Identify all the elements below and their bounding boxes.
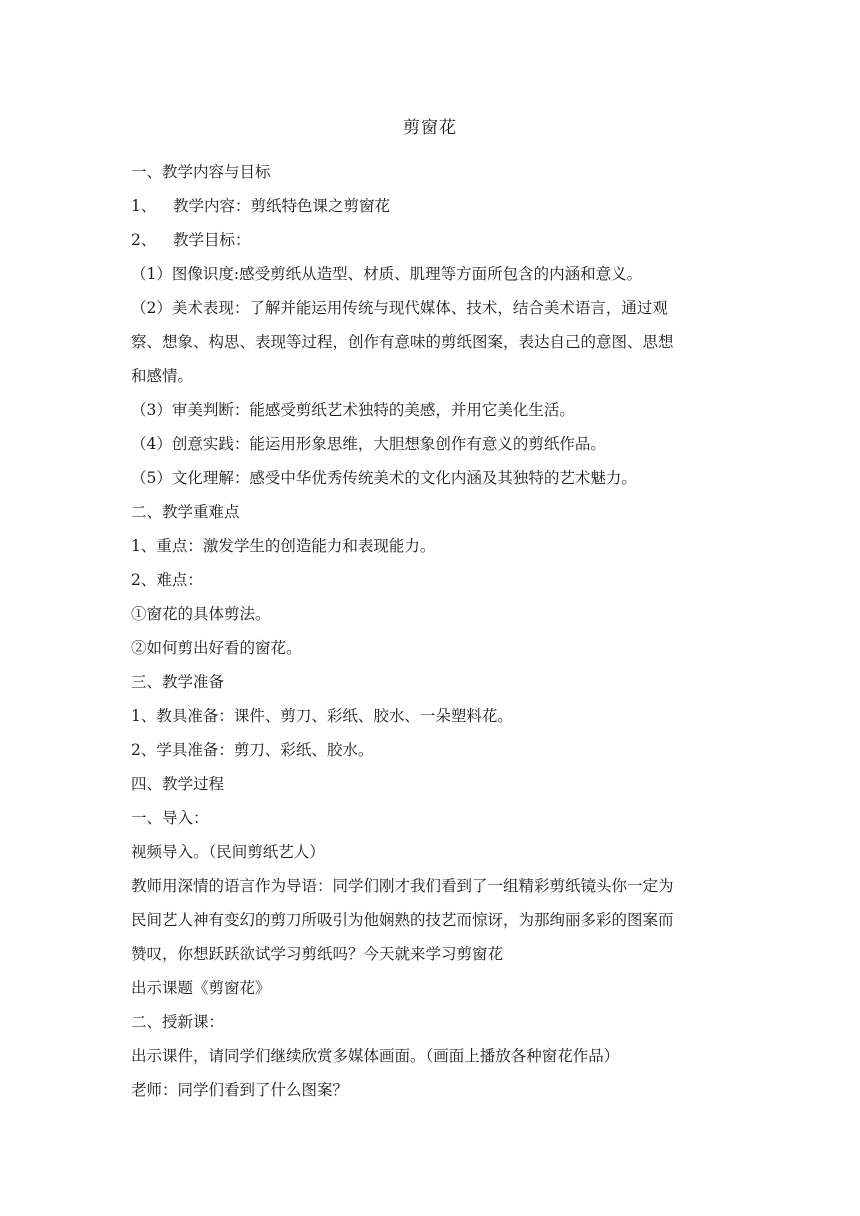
teacher-intro-line-1: 教师用深情的语言作为导语：同学们刚才我们看到了一组精彩剪纸镜头你一定为 bbox=[131, 877, 674, 895]
item-number: 2、 bbox=[131, 231, 157, 249]
section-heading-process: 四、教学过程 bbox=[131, 775, 225, 793]
section-heading-content-goals: 一、教学内容与目标 bbox=[131, 163, 271, 181]
goal-aesthetic-judgment: （3）审美判断：能感受剪纸艺术独特的美感，并用它美化生活。 bbox=[131, 401, 575, 419]
goal-image-recognition: （1）图像识度:感受剪纸从造型、材质、肌理等方面所包含的内涵和意义。 bbox=[131, 265, 643, 283]
teaching-goals-text: 教学目标： bbox=[173, 231, 251, 249]
teacher-intro-line-3: 赞叹，你想跃跃欲试学习剪纸吗？今天就来学习剪窗花 bbox=[131, 945, 504, 963]
teacher-preparation: 1、教具准备：课件、剪刀、彩纸、胶水、一朵塑料花。 bbox=[131, 707, 513, 725]
goal-creative-practice: （4）创意实践：能运用形象思维，大胆想象创作有意义的剪纸作品。 bbox=[131, 435, 606, 453]
teacher-intro-line-2: 民间艺人神有变幻的剪刀所吸引为他娴熟的技艺而惊讶，为那绚丽多彩的图案而 bbox=[131, 911, 674, 929]
goal-art-expression-line-3: 和感情。 bbox=[131, 367, 194, 385]
teaching-content-text: 教学内容：剪纸特色课之剪窗花 bbox=[173, 197, 391, 215]
item-number: 1、 bbox=[131, 197, 157, 215]
document-title: 剪窗花 bbox=[403, 118, 457, 138]
key-point: 1、重点：激发学生的创造能力和表现能力。 bbox=[131, 537, 436, 555]
goal-art-expression-line-1: （2）美术表现：了解并能运用传统与现代媒体、技术，结合美术语言，通过观 bbox=[131, 299, 668, 317]
goal-cultural-understanding: （5）文化理解：感受中华优秀传统美术的文化内涵及其独特的艺术魅力。 bbox=[131, 469, 637, 487]
video-introduction: 视频导入。（民间剪纸艺人） bbox=[131, 843, 325, 861]
teaching-goals-item bbox=[131, 223, 735, 257]
goal-art-expression-line-2: 察、想象、构思、表现等过程，创作有意味的剪纸图案，表达自己的意图、思想 bbox=[131, 333, 674, 351]
teacher-question: 老师：同学们看到了什么图案？ bbox=[131, 1081, 349, 1099]
section-heading-preparation: 三、教学准备 bbox=[131, 673, 225, 691]
difficulty-item-1: ①窗花的具体剪法。 bbox=[131, 605, 271, 623]
step-heading-introduction: 一、导入： bbox=[131, 809, 209, 827]
section-heading-key-points: 二、教学重难点 bbox=[131, 503, 240, 521]
difficulty-item-2: ②如何剪出好看的窗花。 bbox=[131, 639, 302, 657]
difficulty-label: 2、难点： bbox=[131, 571, 203, 589]
step-heading-new-lesson: 二、授新课： bbox=[131, 1013, 225, 1031]
student-preparation: 2、学具准备：剪刀、彩纸、胶水。 bbox=[131, 741, 374, 759]
document-body bbox=[131, 155, 735, 1107]
teaching-content-item bbox=[131, 189, 735, 223]
show-topic: 出示课题《剪窗花》 bbox=[131, 979, 271, 997]
show-courseware: 出示课件，请同学们继续欣赏多媒体画面。（画面上播放各种窗花作品） bbox=[131, 1047, 620, 1065]
